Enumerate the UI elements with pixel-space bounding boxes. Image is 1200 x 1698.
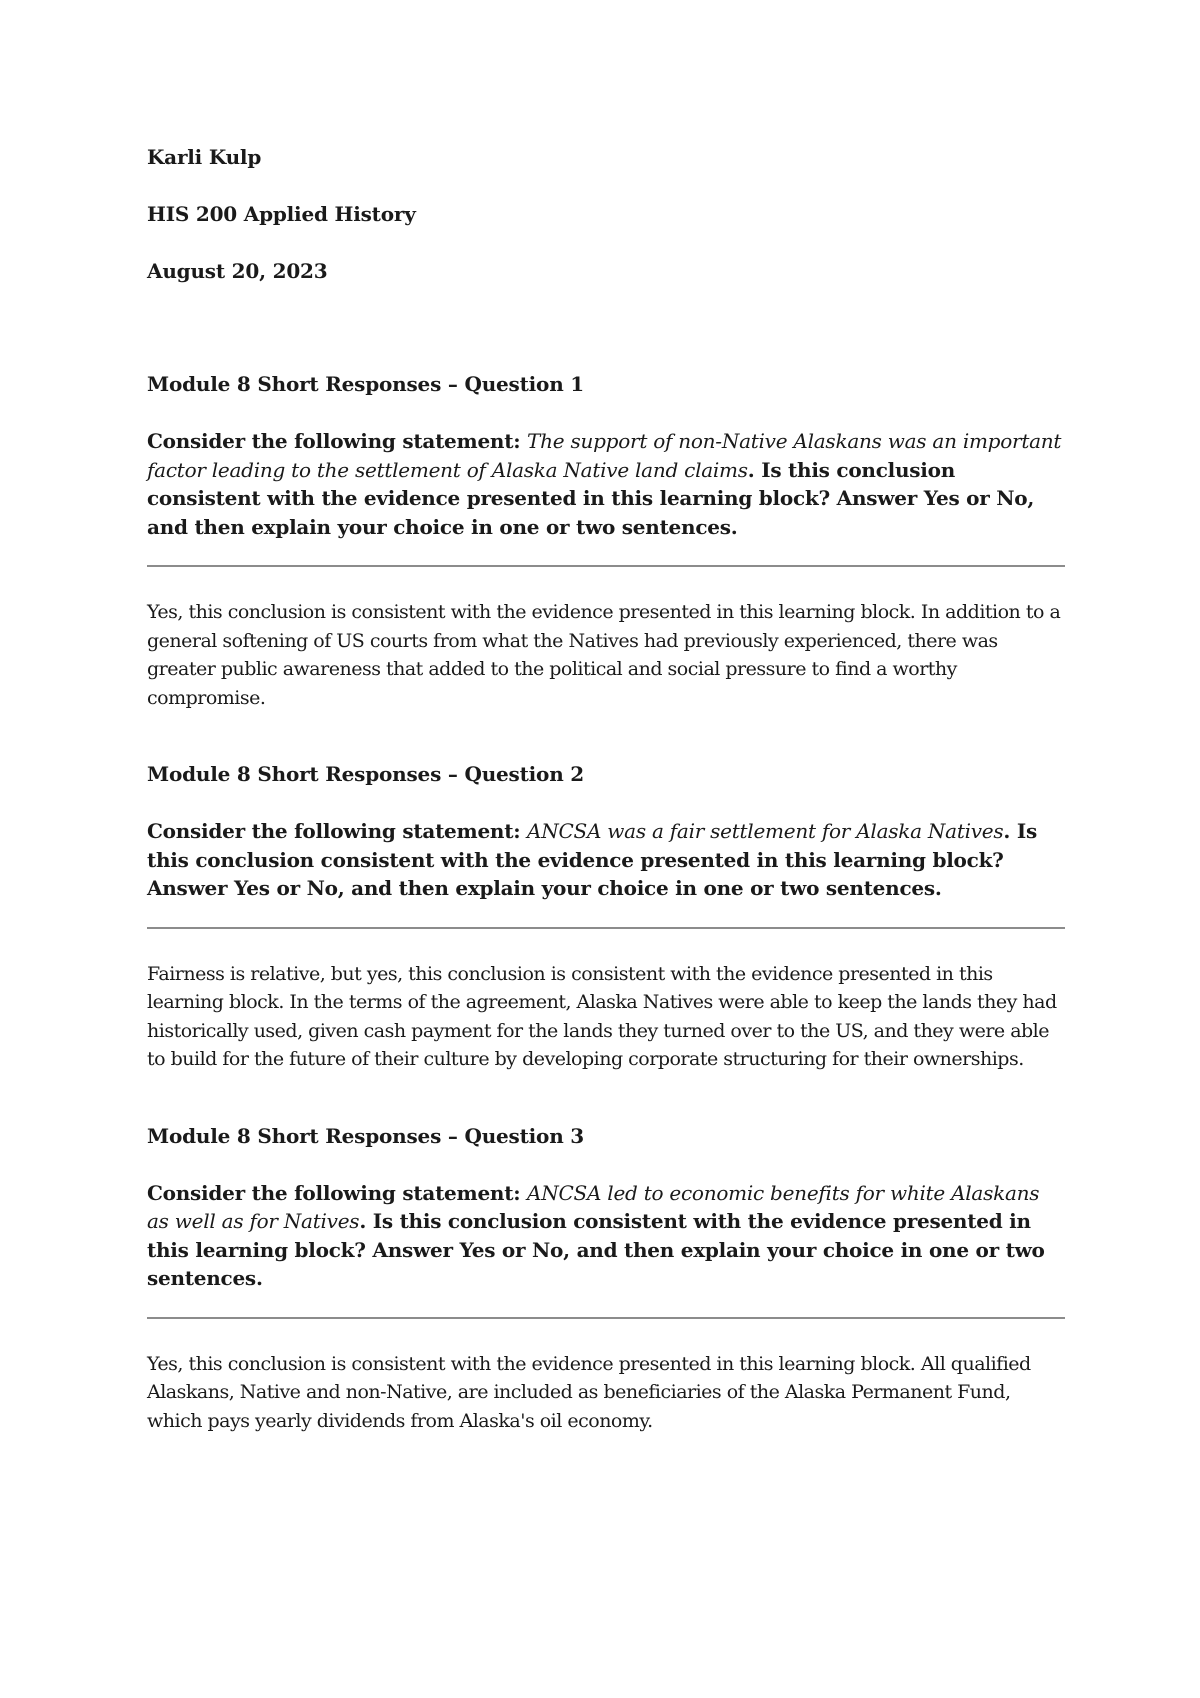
question-1-prompt xyxy=(147,427,1065,541)
question-3-answer: Yes, this conclusion is consistent with the evidence presented in this learning block. All qualified Alaskans, Native and non-Native, are included as beneficiaries of the Alaska Permanent Fund, which pays yearly dividends from Alaska's oil economy. xyxy=(147,1352,1031,1432)
question-1-ask: . Is this conclusion consistent with the evidence presented in this learning block? Answer Yes or No, and then explain your choice in one or two sentences. xyxy=(147,457,1035,539)
question-3-title: Module 8 Short Responses – Question 3 xyxy=(147,1123,585,1148)
question-2-statement: ANCSA was a fair settlement for Alaska Natives xyxy=(527,819,1004,843)
submission-date: August 20, 2023 xyxy=(147,259,328,283)
question-2-ask: . Is this conclusion consistent with the evidence presented in this learning block? Answer Yes or No, and then explain your choice in one or two sentences. xyxy=(147,819,1037,900)
document-page xyxy=(147,143,1065,1435)
question-3-prompt xyxy=(147,1179,1065,1293)
author-name: Karli Kulp xyxy=(147,145,262,169)
question-3-ask: . Is this conclusion consistent with the evidence presented in this learning block? Answer Yes or No, and then explain your choice in one or two sentences. xyxy=(147,1209,1045,1290)
question-1-statement: The support of non-Native Alaskans was an important factor leading to the settlement of Alaska Native land claims xyxy=(147,429,1062,482)
question-3-statement: ANCSA led to economic benefits for white Alaskans as well as for Natives xyxy=(147,1180,1040,1233)
question-2-title: Module 8 Short Responses – Question 2 xyxy=(147,762,585,786)
question-1-lead: Consider the following statement: xyxy=(147,429,528,453)
question-2-answer: Fairness is relative, but yes, this conclusion is consistent with the evidence presented in this learning block. In the terms of the agreement, Alaska Natives were able to keep the lands they had historically used, given cash payment for the lands they turned over to the US, and they were able to build for the future of their culture by developing corporate structuring for their ownerships. xyxy=(147,962,1057,1070)
question-1-answer: Yes, this conclusion is consistent with the evidence presented in this learning block. In addition to a general softening of US courts from what the Natives had previously experienced, there was greater public awareness that added to the political and social pressure to find a worthy compromise. xyxy=(147,601,1061,709)
course-name: HIS 200 Applied History xyxy=(147,202,416,226)
question-1-divider xyxy=(147,565,1065,567)
question-2-prompt xyxy=(147,817,1065,903)
question-1-section xyxy=(147,370,1065,712)
question-1-title: Module 8 Short Responses – Question 1 xyxy=(147,372,585,396)
question-2-divider xyxy=(147,927,1065,929)
question-3-section xyxy=(147,1122,1065,1436)
question-3-lead: Consider the following statement: xyxy=(147,1180,528,1205)
question-3-divider xyxy=(147,1317,1065,1319)
question-2-section xyxy=(147,760,1065,1074)
question-2-lead: Consider the following statement: xyxy=(147,819,528,843)
